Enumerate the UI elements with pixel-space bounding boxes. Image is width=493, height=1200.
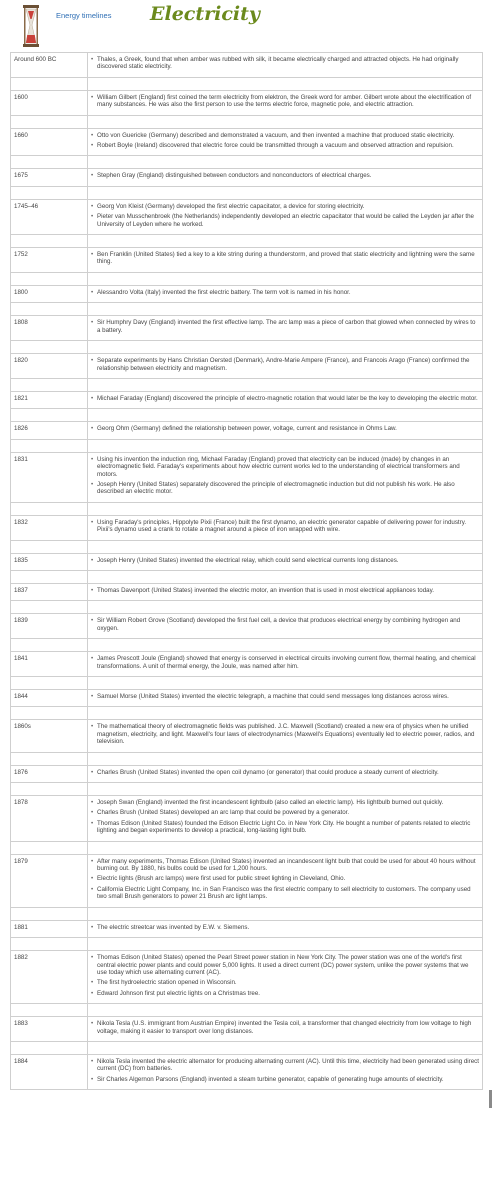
table-row — [11, 583, 483, 600]
list-item: • Thomas Edison (United States) founded the Edison Electric Light Co. in New York City. He bought a number of patents related to electric lighting and began experiments to develop a practical, long-lasting light bulb. — [97, 820, 479, 835]
list-item: • Georg Ohm (Germany) defined the relationship between power, voltage, current and resistance in Ohms Law. — [97, 425, 479, 432]
description-cell — [88, 854, 483, 907]
table-spacer — [11, 378, 483, 391]
list-item: • Robert Boyle (Ireland) discovered that electric force could be transmitted through a vacuum and observed attraction and repulsion. — [97, 142, 479, 149]
description-cell — [88, 128, 483, 156]
list-item: • William Gilbert (England) first coined the term electricity from elektron, the Greek word for amber. Gilbert wrote about the electrification of many substances. He was also the first person to use the terms electric force, magnetic pole, and electric attraction. — [97, 94, 479, 109]
description-cell — [88, 53, 483, 78]
list-item: • Alessandro Volta (Italy) invented the first electric battery. The term volt is named in his honor. — [97, 289, 479, 296]
table-spacer — [11, 540, 483, 553]
table-row — [11, 614, 483, 639]
table-row — [11, 285, 483, 302]
table-row — [11, 1054, 483, 1089]
description-cell — [88, 1054, 483, 1089]
description-cell — [88, 720, 483, 752]
table-spacer — [11, 156, 483, 169]
description-cell — [88, 1017, 483, 1042]
description-cell — [88, 614, 483, 639]
list-item: • Ben Franklin (United States) tied a key to a kite string during a thunderstorm, and proved that static electricity and lightning were the same thing. — [97, 251, 479, 266]
table-row — [11, 128, 483, 156]
year-cell: 1878 — [11, 796, 88, 842]
table-spacer — [11, 341, 483, 354]
list-item: • Georg Von Kleist (Germany) developed the first electric capacitator, a device for storing electricity. — [97, 203, 479, 210]
list-item: • Charles Brush (United States) invented the open coil dynamo (or generator) that could produce a steady current of electricity. — [97, 769, 479, 776]
list-item: • Nikola Tesla (U.S. immigrant from Austrian Empire) invented the Tesla coil, a transformer that changed electricity from low voltage to high voltage, making it easier to transport over long distances. — [97, 1020, 479, 1035]
list-item: • Nikola Tesla invented the electric alternator for producing alternating current (AC). Until this time, electricity had been generated using direct current (DC) from batteries. — [97, 1058, 479, 1073]
table-row — [11, 90, 483, 115]
hourglass-icon — [22, 5, 40, 47]
year-cell: 1832 — [11, 515, 88, 540]
description-cell — [88, 90, 483, 115]
table-row — [11, 316, 483, 341]
table-spacer — [11, 115, 483, 128]
description-cell — [88, 652, 483, 677]
year-cell: 1882 — [11, 951, 88, 1004]
list-item: • The first hydroelectric station opened in Wisconsin. — [97, 979, 479, 986]
list-item: • Thomas Edison (United States) opened the Pearl Street power station in New York City. The power station was one of the world's first central electric power plants and could power 5,000 lights. It used a direct current (DC) power system, unlike the power systems that we use today which use alternating current (AC). — [97, 954, 479, 976]
table-spacer — [11, 601, 483, 614]
table-spacer — [11, 1041, 483, 1054]
year-cell: Around 600 BC — [11, 53, 88, 78]
list-item: • Joseph Henry (United States) separately discovered the principle of electromagnetic induction but did not publish his work. He also described an electric motor. — [97, 481, 479, 496]
table-row — [11, 951, 483, 1004]
nav-link-energy-timelines[interactable]: Energy timelines — [56, 11, 112, 20]
year-cell: 1844 — [11, 690, 88, 707]
list-item: • After many experiments, Thomas Edison (United States) invented an incandescent light bulb that could be used for about 40 hours without burning out. By 1880, his bulbs could be used for 1,200 hours. — [97, 858, 479, 873]
year-cell: 1881 — [11, 920, 88, 937]
list-item: • Sir Humphry Davy (England) invented the first effective lamp. The arc lamp was a piece of carbon that glowed when connected by wires to a battery. — [97, 319, 479, 334]
year-cell: 1841 — [11, 652, 88, 677]
table-spacer — [11, 677, 483, 690]
table-row — [11, 1017, 483, 1042]
year-cell: 1879 — [11, 854, 88, 907]
list-item: • The mathematical theory of electromagnetic fields was published. J.C. Maxwell (Scotland) created a new era of physics when he unified magnetism, electricity, and light. Maxwell's four laws of electrodynamics (Maxwell's Equations) eventually led to electric power, radios, and television. — [97, 723, 479, 745]
list-item: • The electric streetcar was invented by E.W. v. Siemens. — [97, 924, 479, 931]
year-cell: 1826 — [11, 422, 88, 439]
table-row — [11, 920, 483, 937]
table-row — [11, 354, 483, 379]
description-cell — [88, 951, 483, 1004]
year-cell: 1675 — [11, 169, 88, 186]
list-item: • Sir Charles Algernon Parsons (England) invented a steam turbine generator, capable of generating huge amounts of electricity. — [97, 1076, 479, 1083]
table-row — [11, 553, 483, 570]
year-cell: 1860s — [11, 720, 88, 752]
table-spacer — [11, 707, 483, 720]
table-spacer — [11, 409, 483, 422]
year-cell: 1883 — [11, 1017, 88, 1042]
list-item: • California Electric Light Company, Inc. in San Francisco was the first electric company to sell electricity to customers. The company used two small Brush generators to power 21 Brush arc light lamps. — [97, 886, 479, 901]
list-item: • Michael Faraday (England) discovered the principle of electro-magnetic rotation that would later be the key to developing the electric motor. — [97, 395, 479, 402]
table-spacer — [11, 570, 483, 583]
list-item: • James Prescott Joule (England) showed that energy is conserved in electrical circuits involving current flow, thermal heating, and chemical transformations. A unit of thermal energy, the Joule, was named after him. — [97, 655, 479, 670]
year-cell: 1821 — [11, 391, 88, 408]
list-item: • Pieter van Musschenbroek (the Netherlands) independently developed an electric capacitator that would be called the Leyden jar after the University of Leyden where he worked. — [97, 213, 479, 228]
table-row — [11, 391, 483, 408]
year-cell: 1660 — [11, 128, 88, 156]
description-cell — [88, 690, 483, 707]
table-spacer — [11, 938, 483, 951]
list-item: • Separate experiments by Hans Christian Oersted (Denmark), Andre-Marie Ampere (France), and Francois Arago (France) confirmed the relationship between electricity and magnetism. — [97, 357, 479, 372]
year-cell: 1808 — [11, 316, 88, 341]
year-cell: 1837 — [11, 583, 88, 600]
list-item: • Joseph Henry (United States) invented the electrical relay, which could send electrical currents long distances. — [97, 557, 479, 564]
table-row — [11, 248, 483, 273]
description-cell — [88, 553, 483, 570]
table-row — [11, 765, 483, 782]
year-cell: 1835 — [11, 553, 88, 570]
table-spacer — [11, 639, 483, 652]
table-row — [11, 53, 483, 78]
description-cell — [88, 796, 483, 842]
year-cell: 1800 — [11, 285, 88, 302]
description-cell — [88, 285, 483, 302]
page-title: Electricity — [150, 3, 260, 25]
table-row — [11, 515, 483, 540]
description-cell — [88, 391, 483, 408]
year-cell: 1752 — [11, 248, 88, 273]
list-item: • Edward Johnson first put electric lights on a Christmas tree. — [97, 990, 479, 997]
table-row — [11, 169, 483, 186]
description-cell — [88, 452, 483, 502]
table-spacer — [11, 186, 483, 199]
year-cell: 1884 — [11, 1054, 88, 1089]
description-cell — [88, 248, 483, 273]
year-cell: 1876 — [11, 765, 88, 782]
table-row — [11, 199, 483, 234]
description-cell — [88, 422, 483, 439]
description-cell — [88, 920, 483, 937]
table-spacer — [11, 841, 483, 854]
scrollbar-thumb[interactable] — [489, 1090, 492, 1108]
year-cell: 1745–46 — [11, 199, 88, 234]
description-cell — [88, 583, 483, 600]
table-spacer — [11, 502, 483, 515]
list-item: • Thomas Davenport (United States) invented the electric motor, an invention that is used in most electrical appliances today. — [97, 587, 479, 594]
description-cell — [88, 515, 483, 540]
year-cell: 1600 — [11, 90, 88, 115]
timeline-table — [10, 52, 483, 1090]
description-cell — [88, 316, 483, 341]
list-item: • Thales, a Greek, found that when amber was rubbed with silk, it became electrically charged and attracted objects. He had originally discovered static electricity. — [97, 56, 479, 71]
list-item: • Stephen Gray (England) distinguished between conductors and nonconductors of electrical charges. — [97, 172, 479, 179]
table-spacer — [11, 752, 483, 765]
list-item: • Otto von Guericke (Germany) described and demonstrated a vacuum, and then invented a machine that produced static electricity. — [97, 132, 479, 139]
table-spacer — [11, 235, 483, 248]
list-item: • Electric lights (Brush arc lamps) were first used for public street lighting in Cleveland, Ohio. — [97, 875, 479, 882]
description-cell — [88, 354, 483, 379]
table-spacer — [11, 303, 483, 316]
list-item: • Sir William Robert Grove (Scotland) developed the first fuel cell, a device that produces electrical energy by combining hydrogen and oxygen. — [97, 617, 479, 632]
page-header — [0, 0, 493, 52]
table-spacer — [11, 907, 483, 920]
table-row — [11, 452, 483, 502]
description-cell — [88, 169, 483, 186]
table-row — [11, 796, 483, 842]
year-cell: 1839 — [11, 614, 88, 639]
description-cell — [88, 199, 483, 234]
list-item: • Samuel Morse (United States) invented the electric telegraph, a machine that could send messages long distances across wires. — [97, 693, 479, 700]
table-row — [11, 720, 483, 752]
list-item: • Using Faraday's principles, Hippolyte Pixii (France) built the first dynamo, an electric generator capable of delivering power for industry. Pixii's dynamo used a crank to rotate a magnet around a piece of iron wrapped with wire. — [97, 519, 479, 534]
description-cell — [88, 765, 483, 782]
table-row — [11, 854, 483, 907]
table-row — [11, 422, 483, 439]
list-item: • Using his invention the induction ring, Michael Faraday (England) proved that electricity can be induced (made) by changes in an electromagnetic field. Faraday's experiments about how electric current works led to the understanding of electrical transformers and motors. — [97, 456, 479, 478]
year-cell: 1831 — [11, 452, 88, 502]
list-item: • Charles Brush (United States) developed an arc lamp that could be powered by a generator. — [97, 809, 479, 816]
table-spacer — [11, 783, 483, 796]
table-row — [11, 652, 483, 677]
year-cell: 1820 — [11, 354, 88, 379]
table-spacer — [11, 77, 483, 90]
table-spacer — [11, 272, 483, 285]
table-spacer — [11, 1004, 483, 1017]
table-spacer — [11, 439, 483, 452]
table-row — [11, 690, 483, 707]
list-item: • Joseph Swan (England) invented the first incandescent lightbulb (also called an electric lamp). His lightbulb burned out quickly. — [97, 799, 479, 806]
